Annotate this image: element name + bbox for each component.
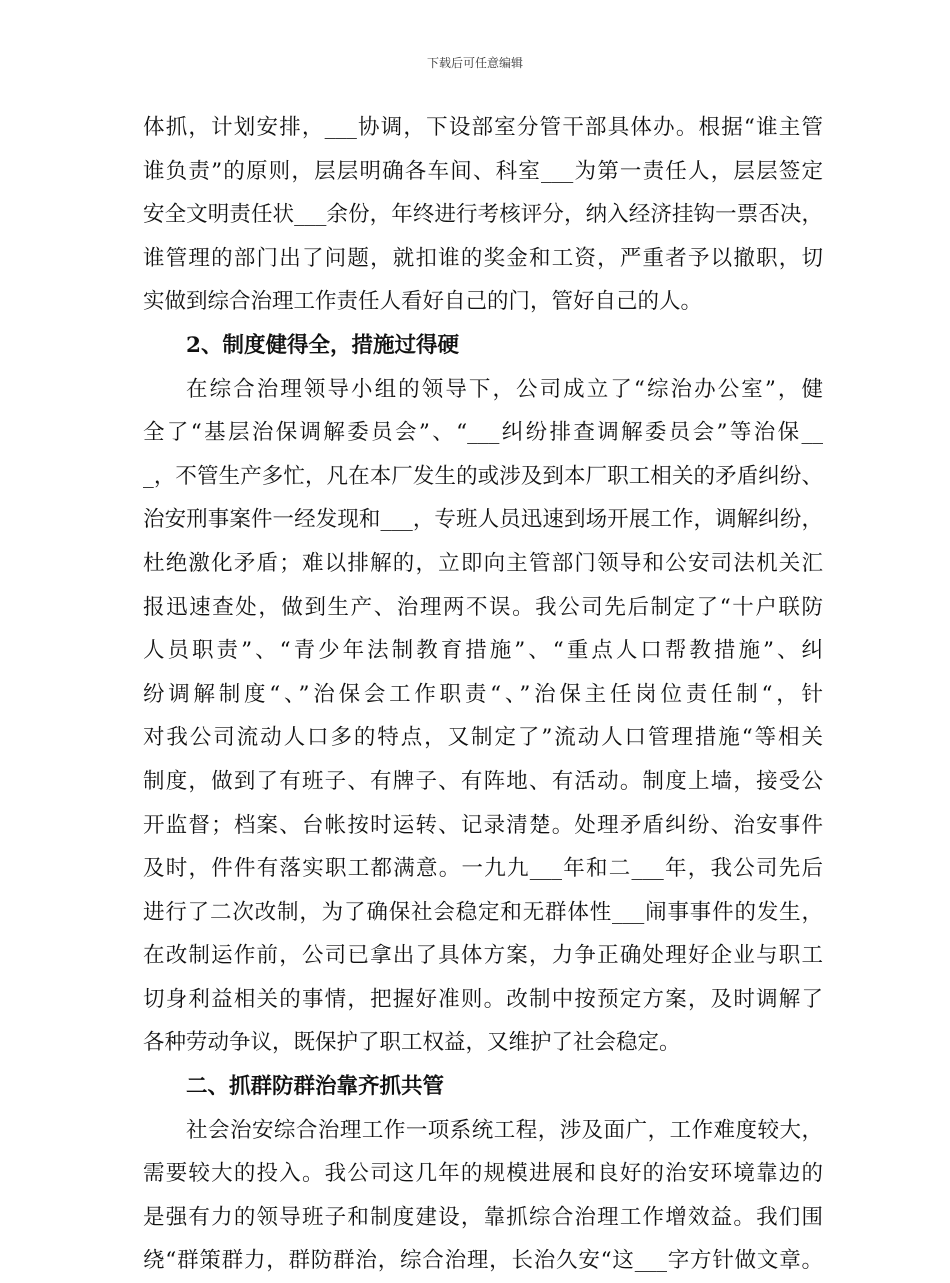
- text-line: 全了“基层治保调解委员会”、“___纠纷排查调解委员会”等治保__: [143, 420, 823, 446]
- section-heading: 2、制度健得全，措施过得硬: [186, 332, 459, 358]
- paragraph: [143, 1109, 823, 1283]
- text-line: 需要较大的投入。我公司这几年的规模进展和良好的治安环境靠边的: [143, 1161, 823, 1187]
- text-line: 开监督；档案、台帐按时运转、记录清楚。处理矛盾纠纷、治安事件: [143, 812, 823, 838]
- text-line: 制度，做到了有班子、有牌子、有阵地、有活动。制度上墙，接受公: [143, 768, 823, 794]
- text-line: 社会治安综合治理工作一项系统工程，涉及面广，工作难度较大，: [186, 1117, 823, 1143]
- text-line: 报迅速查处，做到生产、治理两不误。我公司先后制定了“十户联防: [143, 594, 823, 620]
- text-line: 进行了二次改制，为了确保社会稳定和无群体性___闹事事件的发生，: [143, 899, 823, 925]
- text-line: 切身利益相关的事情，把握好准则。改制中按预定方案，及时调解了: [143, 986, 823, 1012]
- text-line: 绕“群策群力，群防群治，综合治理，长治久安“这___字方针做文章。: [143, 1248, 823, 1274]
- text-line: _，不管生产多忙，凡在本厂发生的或涉及到本厂职工相关的矛盾纠纷、: [143, 463, 823, 489]
- text-line: 及时，件件有落实职工都满意。一九九___年和二___年，我公司先后: [143, 856, 823, 882]
- text-line: 在改制运作前，公司已拿出了具体方案，力争正确处理好企业与职工: [143, 943, 823, 969]
- text-line: 安全文明责任状___余份，年终进行考核评分，纳入经济挂钩一票否决，: [143, 202, 823, 228]
- text-line: 各种劳动争议，既保护了职工权益，又维护了社会稳定。: [143, 1030, 681, 1056]
- text-line: 人员职责”、“青少年法制教育措施”、“重点人口帮教措施”、纠: [143, 638, 823, 664]
- text-line: 谁负责”的原则，层层明确各车间、科室___为第一责任人，层层签定: [143, 158, 823, 184]
- page-header: 下载后可任意编辑: [426, 56, 523, 70]
- text-line: 在综合治理领导小组的领导下，公司成立了“综治办公室”，健: [186, 376, 823, 402]
- paragraph: [143, 368, 823, 1066]
- text-line: 纷调解制度“、”治保会工作职责“、”治保主任岗位责任制“，针: [143, 681, 823, 707]
- text-line: 对我公司流动人口多的特点，又制定了”流动人口管理措施“等相关: [143, 725, 823, 751]
- document-body: [143, 106, 823, 1283]
- text-line: 实做到综合治理工作责任人看好自己的门，管好自己的人。: [143, 289, 703, 315]
- text-line: 是强有力的领导班子和制度建设，靠抓综合治理工作增效益。我们围: [143, 1204, 823, 1230]
- text-line: 体抓，计划安排，___协调，下设部室分管干部具体办。根据“谁主管: [143, 115, 823, 140]
- paragraph: [143, 106, 823, 324]
- text-line: 杜绝激化矛盾；难以排解的，立即向主管部门领导和公安司法机关汇: [143, 550, 823, 576]
- text-line: 谁管理的部门出了问题，就扣谁的奖金和工资，严重者予以撤职，切: [143, 245, 823, 271]
- section-heading: 二、抓群防群治靠齐抓共管: [186, 1074, 445, 1100]
- text-line: 治安刑事案件一经发现和___，专班人员迅速到场开展工作，调解纠纷，: [143, 507, 823, 533]
